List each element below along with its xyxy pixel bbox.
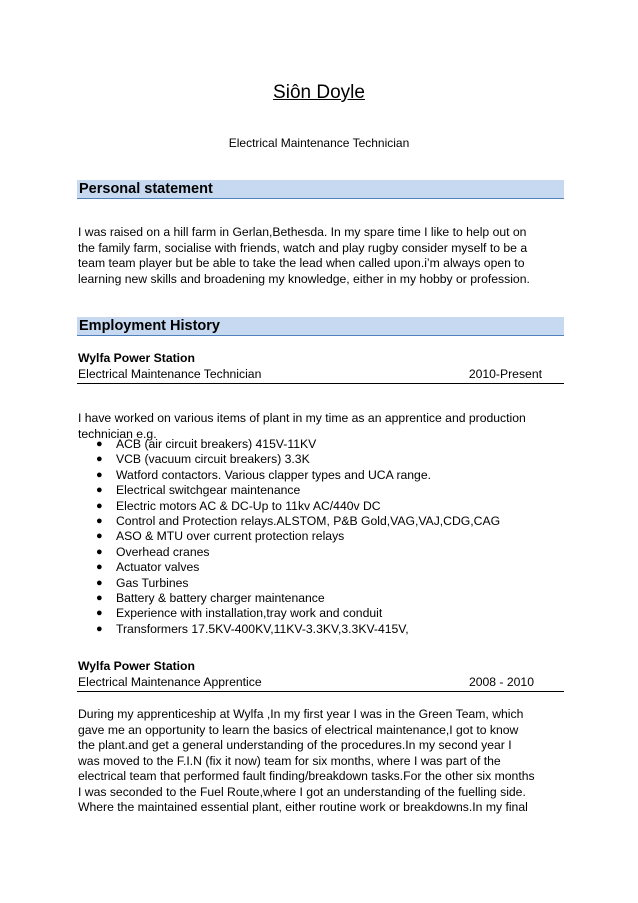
job-title-subtitle: Electrical Maintenance Technician — [228, 136, 410, 150]
list-item: ● Overhead cranes — [96, 544, 210, 559]
text-line: the plant.and get a general understanding of the procedures.In my second year I — [78, 738, 512, 752]
bullet-icon: ● — [96, 545, 103, 558]
list-item: ● Control and Protection relays.ALSTOM, P&B Gold,VAG,VAJ,CDG,CAG — [96, 514, 501, 529]
list-item: ● ASO & MTU over current protection relays — [96, 529, 345, 544]
job2-dates: 2008 - 2010 — [468, 675, 534, 689]
list-item: ● Electrical switchgear maintenance — [96, 483, 301, 498]
bullet-icon: ● — [96, 484, 103, 497]
list-item: ● VCB (vacuum circuit breakers) 3.3K — [96, 452, 310, 467]
text-line: I have worked on various items of plant in my time as an apprentice and production — [78, 411, 526, 425]
employment-history-heading: Employment History — [77, 317, 564, 336]
text-line: I was seconded to the Fuel Route,where I got an understanding of the fuelling side. — [78, 784, 526, 799]
bullet-icon: ● — [96, 607, 103, 620]
list-item: ● Transformers 17.5KV-400KV,11KV-3.3KV,3.3KV-415V, — [96, 621, 409, 636]
text-line: learning new skills and broadening my knowledge, either in my hobby or profession. — [78, 271, 530, 286]
list-item: ● Electric motors AC & DC-Up to 11kv AC/440v DC — [96, 498, 381, 513]
job1-employer: Wylfa Power Station — [78, 351, 195, 365]
list-item: ● Experience with installation,tray work and conduit — [96, 606, 383, 621]
bullet-icon: ● — [96, 576, 103, 589]
text-line: electrical team that performed fault finding/breakdown tasks.For the other six months — [78, 769, 535, 783]
bullet-icon: ● — [96, 530, 103, 543]
text-line: I was raised on a hill farm in Gerlan,Bethesda. In my spare time I like to help out on — [78, 225, 527, 239]
text-line: During my apprenticeship at Wylfa ,In my first year I was in the Green Team, which — [78, 707, 524, 721]
text-line: Where the maintained essential plant, either routine work or breakdowns.In my final — [78, 800, 528, 814]
job1-role-row — [77, 367, 564, 384]
text-line: technician e.g. — [78, 426, 157, 441]
bullet-icon: ● — [96, 561, 103, 574]
job2-employer: Wylfa Power Station — [78, 659, 195, 673]
list-item: ● Actuator valves — [96, 560, 200, 575]
bullet-icon: ● — [96, 453, 103, 466]
job1-title: Electrical Maintenance Technician — [78, 367, 262, 381]
bullet-icon: ● — [96, 622, 103, 635]
job2-role-row — [77, 675, 564, 692]
job1-duties-list — [96, 437, 556, 637]
bullet-icon: ● — [96, 499, 103, 512]
job2-description — [78, 707, 564, 816]
candidate-name: Siôn Doyle — [273, 82, 365, 103]
bullet-icon: ● — [96, 592, 103, 605]
bullet-icon: ● — [96, 468, 103, 481]
list-item: ● ACB (air circuit breakers) 415V-11KV — [96, 437, 317, 451]
list-item: ● Battery & battery charger maintenance — [96, 591, 325, 606]
personal-statement-text — [78, 225, 564, 287]
text-line: was moved to the F.I.N (fix it now) team for six months, where I was part of the — [78, 753, 501, 768]
job1-dates: 2010-Present — [468, 367, 542, 381]
list-item: ● Gas Turbines — [96, 575, 189, 590]
text-line: team team player but be able to take the lead when called upon.i’m always open to — [78, 256, 525, 270]
job2-title: Electrical Maintenance Apprentice — [78, 675, 262, 689]
personal-statement-heading: Personal statement — [77, 180, 564, 199]
text-line: gave me an opportunity to learn the basics of electrical maintenance,I got to know — [78, 722, 519, 737]
bullet-icon: ● — [96, 438, 103, 450]
bullet-icon: ● — [96, 515, 103, 528]
text-line: the family farm, socialise with friends, watch and play rugby consider myself to be a — [78, 240, 528, 255]
list-item: ● Watford contactors. Various clapper types and UCA range. — [96, 467, 431, 482]
